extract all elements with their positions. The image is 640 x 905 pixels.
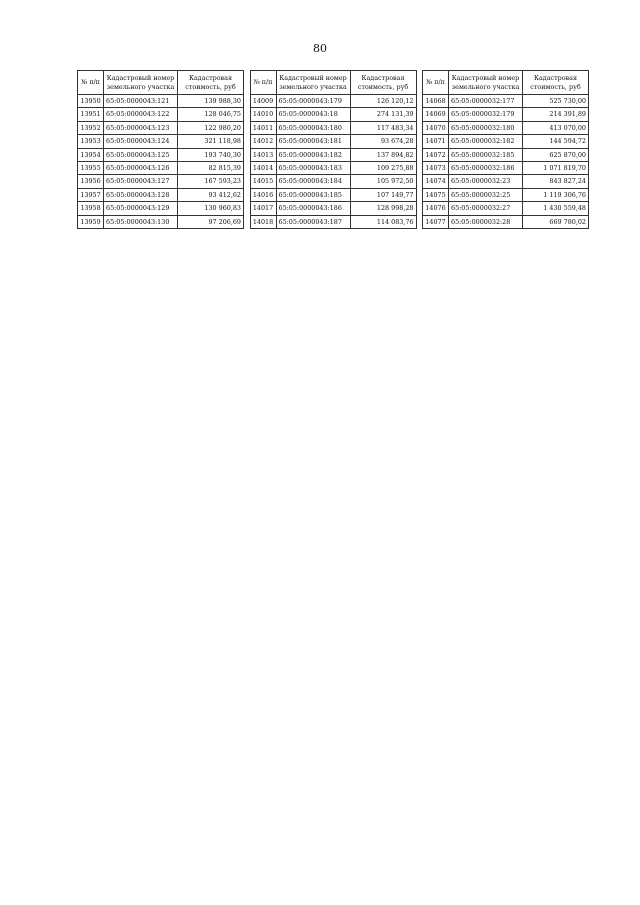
row-number: 13952 bbox=[78, 121, 104, 134]
header-no: № п/п bbox=[423, 71, 449, 95]
cadastral-value: 1 071 819,70 bbox=[523, 162, 589, 175]
table-row bbox=[78, 188, 244, 201]
table-row bbox=[78, 215, 244, 228]
cadastral-value: 109 275,88 bbox=[350, 162, 416, 175]
cadastral-number: 65:05:0000043:181 bbox=[276, 135, 350, 148]
cadastral-number: 65:05:0000032:180 bbox=[449, 121, 523, 134]
row-number: 14009 bbox=[250, 95, 276, 108]
cadastral-number: 65:05:0000043:129 bbox=[104, 202, 178, 215]
header-row bbox=[423, 71, 589, 95]
cadastral-number: 65:05:0000043:180 bbox=[276, 121, 350, 134]
page-number: 80 bbox=[313, 42, 327, 55]
cadastral-number: 65:05:0000032:25 bbox=[449, 188, 523, 201]
row-number: 14074 bbox=[423, 175, 449, 188]
table-row bbox=[250, 175, 416, 188]
table-row bbox=[250, 215, 416, 228]
cadastral-value: 126 120,12 bbox=[350, 95, 416, 108]
row-number: 13953 bbox=[78, 135, 104, 148]
cadastral-value: 93 412,62 bbox=[178, 188, 244, 201]
row-number: 14017 bbox=[250, 202, 276, 215]
cadastral-value: 128 046,75 bbox=[178, 108, 244, 121]
cadastral-number: 65:05:0000043:123 bbox=[104, 121, 178, 134]
table-row bbox=[78, 95, 244, 108]
cadastral-value: 144 594,72 bbox=[523, 135, 589, 148]
register-tables bbox=[77, 70, 589, 229]
cadastral-value: 105 972,50 bbox=[350, 175, 416, 188]
table-row bbox=[423, 135, 589, 148]
header-cadastral-number: Кадастровый номер земельного участка bbox=[104, 71, 178, 95]
cadastral-number: 65:05:0000043:127 bbox=[104, 175, 178, 188]
header-cadastral-value: Кадастровая стоимость, руб bbox=[523, 71, 589, 95]
cadastral-value: 167 593,23 bbox=[178, 175, 244, 188]
cadastral-number: 65:05:0000043:185 bbox=[276, 188, 350, 201]
table-row bbox=[250, 108, 416, 121]
header-row bbox=[78, 71, 244, 95]
cadastral-number: 65:05:0000043:125 bbox=[104, 148, 178, 161]
cadastral-number: 65:05:0000043:18 bbox=[276, 108, 350, 121]
row-number: 14010 bbox=[250, 108, 276, 121]
cadastral-value: 130 960,83 bbox=[178, 202, 244, 215]
cadastral-number: 65:05:0000032:186 bbox=[449, 162, 523, 175]
cadastral-value: 413 070,00 bbox=[523, 121, 589, 134]
table-row bbox=[78, 108, 244, 121]
row-number: 14012 bbox=[250, 135, 276, 148]
cadastral-value: 1 430 559,48 bbox=[523, 202, 589, 215]
cadastral-value: 137 894,82 bbox=[350, 148, 416, 161]
cadastral-number: 65:05:0000032:185 bbox=[449, 148, 523, 161]
table-row bbox=[250, 121, 416, 134]
cadastral-value: 114 083,76 bbox=[350, 215, 416, 228]
header-cadastral-value: Кадастровая стоимость, руб bbox=[178, 71, 244, 95]
cadastral-value: 193 740,30 bbox=[178, 148, 244, 161]
cadastral-number: 65:05:0000043:121 bbox=[104, 95, 178, 108]
cadastral-value: 669 780,02 bbox=[523, 215, 589, 228]
row-number: 14069 bbox=[423, 108, 449, 121]
cadastral-value: 139 988,30 bbox=[178, 95, 244, 108]
row-number: 14016 bbox=[250, 188, 276, 201]
table-row bbox=[423, 108, 589, 121]
row-number: 14072 bbox=[423, 148, 449, 161]
table-row bbox=[78, 175, 244, 188]
table-row bbox=[423, 121, 589, 134]
cadastral-value: 93 674,28 bbox=[350, 135, 416, 148]
header-cadastral-number: Кадастровый номер земельного участка bbox=[276, 71, 350, 95]
table-row bbox=[250, 148, 416, 161]
row-number: 13958 bbox=[78, 202, 104, 215]
cadastral-number: 65:05:0000043:128 bbox=[104, 188, 178, 201]
row-number: 14015 bbox=[250, 175, 276, 188]
cadastral-number: 65:05:0000032:182 bbox=[449, 135, 523, 148]
cadastral-value: 128 998,28 bbox=[350, 202, 416, 215]
table-row bbox=[423, 215, 589, 228]
cadastral-value: 843 827,24 bbox=[523, 175, 589, 188]
row-number: 14014 bbox=[250, 162, 276, 175]
row-number: 14018 bbox=[250, 215, 276, 228]
row-number: 13955 bbox=[78, 162, 104, 175]
cadastral-value: 274 131,39 bbox=[350, 108, 416, 121]
row-number: 13957 bbox=[78, 188, 104, 201]
cadastral-value: 107 149,77 bbox=[350, 188, 416, 201]
table-row bbox=[250, 202, 416, 215]
cadastral-number: 65:05:0000032:177 bbox=[449, 95, 523, 108]
table-row bbox=[423, 162, 589, 175]
cadastral-value: 525 730,00 bbox=[523, 95, 589, 108]
row-number: 14073 bbox=[423, 162, 449, 175]
row-number: 13951 bbox=[78, 108, 104, 121]
header-cadastral-number: Кадастровый номер земельного участка bbox=[449, 71, 523, 95]
cadastral-number: 65:05:0000043:184 bbox=[276, 175, 350, 188]
cadastral-value: 625 870,00 bbox=[523, 148, 589, 161]
row-number: 14070 bbox=[423, 121, 449, 134]
row-number: 14011 bbox=[250, 121, 276, 134]
cadastral-number: 65:05:0000043:130 bbox=[104, 215, 178, 228]
row-number: 14071 bbox=[423, 135, 449, 148]
header-cadastral-value: Кадастровая стоимость, руб bbox=[350, 71, 416, 95]
table-row bbox=[423, 175, 589, 188]
row-number: 13954 bbox=[78, 148, 104, 161]
row-number: 14075 bbox=[423, 188, 449, 201]
register-table-3 bbox=[422, 70, 589, 229]
cadastral-number: 65:05:0000043:186 bbox=[276, 202, 350, 215]
cadastral-number: 65:05:0000043:183 bbox=[276, 162, 350, 175]
table-row bbox=[423, 148, 589, 161]
table-row bbox=[78, 121, 244, 134]
table-row bbox=[250, 162, 416, 175]
cadastral-value: 82 815,39 bbox=[178, 162, 244, 175]
cadastral-number: 65:05:0000032:27 bbox=[449, 202, 523, 215]
cadastral-number: 65:05:0000032:179 bbox=[449, 108, 523, 121]
cadastral-number: 65:05:0000032:28 bbox=[449, 215, 523, 228]
cadastral-number: 65:05:0000043:124 bbox=[104, 135, 178, 148]
table-row bbox=[423, 202, 589, 215]
cadastral-number: 65:05:0000043:187 bbox=[276, 215, 350, 228]
row-number: 14077 bbox=[423, 215, 449, 228]
row-number: 13959 bbox=[78, 215, 104, 228]
row-number: 14076 bbox=[423, 202, 449, 215]
cadastral-value: 122 980,20 bbox=[178, 121, 244, 134]
cadastral-value: 97 206,69 bbox=[178, 215, 244, 228]
register-table-2 bbox=[250, 70, 417, 229]
row-number: 14068 bbox=[423, 95, 449, 108]
table-row bbox=[423, 188, 589, 201]
table-row bbox=[78, 202, 244, 215]
table-row bbox=[250, 135, 416, 148]
cadastral-value: 117 483,34 bbox=[350, 121, 416, 134]
cadastral-number: 65:05:0000043:126 bbox=[104, 162, 178, 175]
header-no: № п/п bbox=[250, 71, 276, 95]
table-row bbox=[78, 148, 244, 161]
cadastral-number: 65:05:0000043:182 bbox=[276, 148, 350, 161]
cadastral-number: 65:05:0000043:122 bbox=[104, 108, 178, 121]
table-row bbox=[78, 135, 244, 148]
table-row bbox=[423, 95, 589, 108]
row-number: 13950 bbox=[78, 95, 104, 108]
cadastral-number: 65:05:0000032:23 bbox=[449, 175, 523, 188]
cadastral-number: 65:05:0000043:179 bbox=[276, 95, 350, 108]
row-number: 13956 bbox=[78, 175, 104, 188]
cadastral-value: 1 119 306,76 bbox=[523, 188, 589, 201]
register-table-1 bbox=[77, 70, 244, 229]
table-row bbox=[78, 162, 244, 175]
header-no: № п/п bbox=[78, 71, 104, 95]
header-row bbox=[250, 71, 416, 95]
cadastral-value: 214 391,89 bbox=[523, 108, 589, 121]
table-row bbox=[250, 188, 416, 201]
table-row bbox=[250, 95, 416, 108]
cadastral-value: 321 118,98 bbox=[178, 135, 244, 148]
row-number: 14013 bbox=[250, 148, 276, 161]
